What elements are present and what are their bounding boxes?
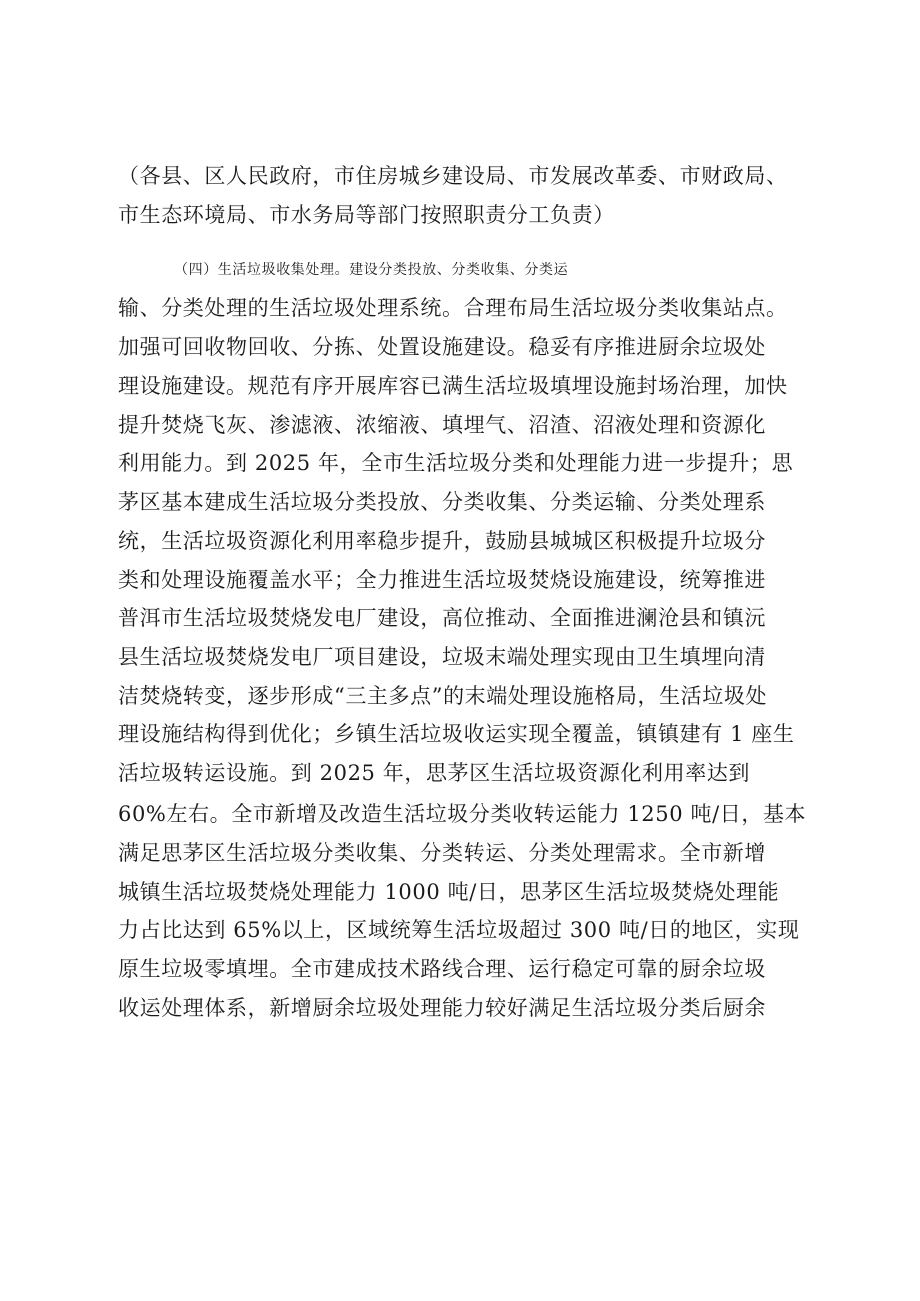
- text-line: 理设施建设。规范有序开展库容已满生活垃圾填埋设施封场治理，加快: [118, 374, 788, 398]
- text-line: 利用能力。到 2025 年，全市生活垃圾分类和处理能力进一步提升；思: [118, 451, 794, 475]
- text-line: 城镇生活垃圾焚烧处理能力 1000 吨/日，思茅区生活垃圾焚烧处理能: [118, 880, 780, 904]
- text-line: 加强可回收物回收、分拣、处置设施建设。稳妥有序推进厨余垃圾处: [118, 335, 766, 359]
- text-line: 统，生活垃圾资源化利用率稳步提升，鼓励县城城区积极提升垃圾分: [118, 529, 766, 553]
- text-line: 理设施结构得到优化；乡镇生活垃圾收运实现全覆盖，镇镇建有 1 座生: [118, 722, 795, 746]
- text-line: 提升焚烧飞灰、渗滤液、浓缩液、填埋气、沼渣、沼液处理和资源化: [118, 413, 766, 437]
- text-line: 茅区基本建成生活垃圾分类投放、分类收集、分类运输、分类处理系: [118, 490, 766, 514]
- text-line: 活垃圾转运设施。到 2025 年，思茅区生活垃圾资源化利用率达到: [118, 761, 750, 785]
- text-line: 收运处理体系，新增厨余垃圾处理能力较好满足生活垃圾分类后厨余: [118, 996, 766, 1020]
- text-line: 输、分类处理的生活垃圾处理系统。合理布局生活垃圾分类收集站点。: [118, 296, 788, 320]
- text-line: 力占比达到 65%以上，区域统筹生活垃圾超过 300 吨/日的地区，实现: [118, 918, 800, 942]
- text-line: 普洱市生活垃圾焚烧发电厂建设，高位推动、全面推进澜沧县和镇沅: [118, 606, 766, 630]
- text-line: 市生态环境局、市水务局等部门按照职责分工负责）: [118, 203, 615, 227]
- text-line: 原生垃圾零填埋。全市建成技术路线合理、运行稳定可靠的厨余垃圾: [118, 957, 766, 981]
- text-line: （各县、区人民政府，市住房城乡建设局、市发展改革委、市财政局、: [118, 164, 788, 188]
- text-line: （四）生活垃圾收集处理。建设分类投放、分类收集、分类运: [174, 262, 569, 278]
- text-line: 满足思茅区生活垃圾分类收集、分类转运、分类处理需求。全市新增: [118, 841, 766, 865]
- text-line: 类和处理设施覆盖水平；全力推进生活垃圾焚烧设施建设，统筹推进: [118, 568, 766, 592]
- text-line: 60%左右。全市新增及改造生活垃圾分类收转运能力 1250 吨/日，基本: [118, 802, 807, 826]
- text-line: 洁焚烧转变，逐步形成“三主多点”的末端处理设施格局，生活垃圾处: [118, 684, 768, 708]
- text-line: 县生活垃圾焚烧发电厂项目建设，垃圾末端处理实现由卫生填埋向清: [118, 645, 766, 669]
